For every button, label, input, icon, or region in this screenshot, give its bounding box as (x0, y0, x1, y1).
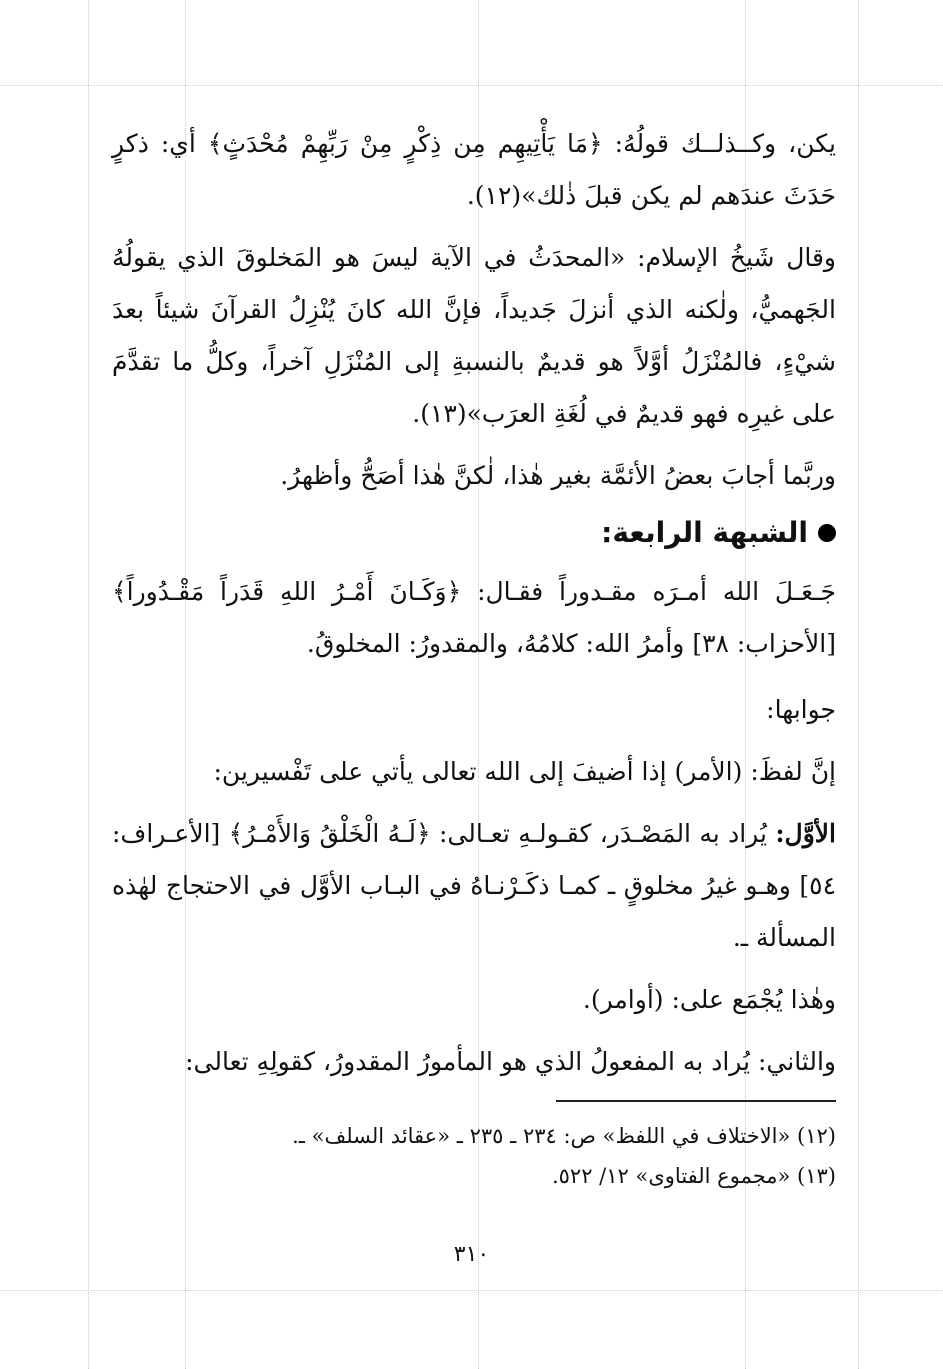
paragraph-6: إنَّ لفظَ: (الأمر) إذا أضيفَ إلى الله تعالى يأتي على تَفْسيرين: (213, 757, 836, 786)
paragraph-7 (112, 808, 836, 964)
footnote-separator (556, 1100, 836, 1102)
scan-guide-line (88, 0, 89, 1369)
scan-guide-line (0, 1290, 943, 1291)
footnote-12: (١٢) «الاختلاف في اللفظ» ص: ٢٣٤ ـ ٢٣٥ ـ «عقائد السلف» ـ. (292, 1124, 836, 1148)
footnotes (112, 1116, 836, 1196)
scan-guide-line (0, 85, 943, 86)
bullet-icon (818, 524, 836, 542)
paragraph-9: والثاني: يُراد به المفعولُ الذي هو المأمورُ المقدورُ، كقولِهِ تعالى: (185, 1047, 836, 1076)
paragraph-1: يكن، وكــذلــك قولُهُ: ﴿مَا يَأْتِيهِم مِن ذِكْرٍ مِنْ رَبِّهِمْ مُحْدَثٍ﴾ أي: ذكرٍ حَدَثَ عندَهم لم يكن قبلَ ذٰلك»(١٢). (112, 129, 836, 210)
paragraph-5: جوابها: (766, 695, 836, 724)
page-number: ٣١٠ (453, 1242, 490, 1267)
first-meaning-label: الأوَّل: (775, 819, 836, 848)
first-meaning-text: يُراد به المَصْـدَر، كقـولـهِ تعـالى: ﴿لَـهُ الْخَلْقُ وَالأَمْـرُ﴾ [الأعـراف: ٥٤] وهـو غيرُ مخلوقٍ ـ كمـا ذكَـرْنـاهُ في البـاب الأوَّل في الاحتجاج لهٰذه المسألة ـ. (112, 819, 836, 952)
section-heading-text: الشبهة الرابعة: (601, 516, 808, 549)
paragraph-2: وقال شَيخُ الإسلام: «المحدَثُ في الآية ليسَ هو المَخلوقَ الذي يقولُهُ الجَهميُّ، ولٰكنه الذي أنزلَ جَديداً، فإنَّ الله كانَ يُنْزِلُ القرآنَ شيئاً بعدَ شيْءٍ، فالمُنْزَلُ أوَّلاً هو قديمٌ بالنسبةِ إلى المُنْزَلِ آخراً، وكلُّ ما تقدَّمَ على غيرِه فهو قديمٌ في لُغَةِ العرَب»(١٣). (112, 243, 836, 428)
paragraph-4: جَـعَـلَ الله أمـرَه مقـدوراً فقـال: ﴿وَكَـانَ أَمْـرُ اللهِ قَدَراً مَقْـدُوراً﴾ [الأحزاب: ٣٨] وأمرُ الله: كلامُهُ، والمقدورُ: المخلوقُ. (112, 577, 836, 658)
section-heading (112, 506, 836, 560)
footnote-13: (١٣) «مجموع الفتاوى» ١٢/ ٥٢٢. (551, 1164, 836, 1188)
paragraph-8: وهٰذا يُجْمَع على: (أوامر). (582, 985, 836, 1014)
scan-guide-line (858, 0, 859, 1369)
paragraph-3: وربَّما أجابَ بعضُ الأئمَّة بغير هٰذا، لٰكنَّ هٰذا أصَحُّ وأظهرُ. (280, 461, 836, 490)
main-text (112, 118, 836, 1196)
